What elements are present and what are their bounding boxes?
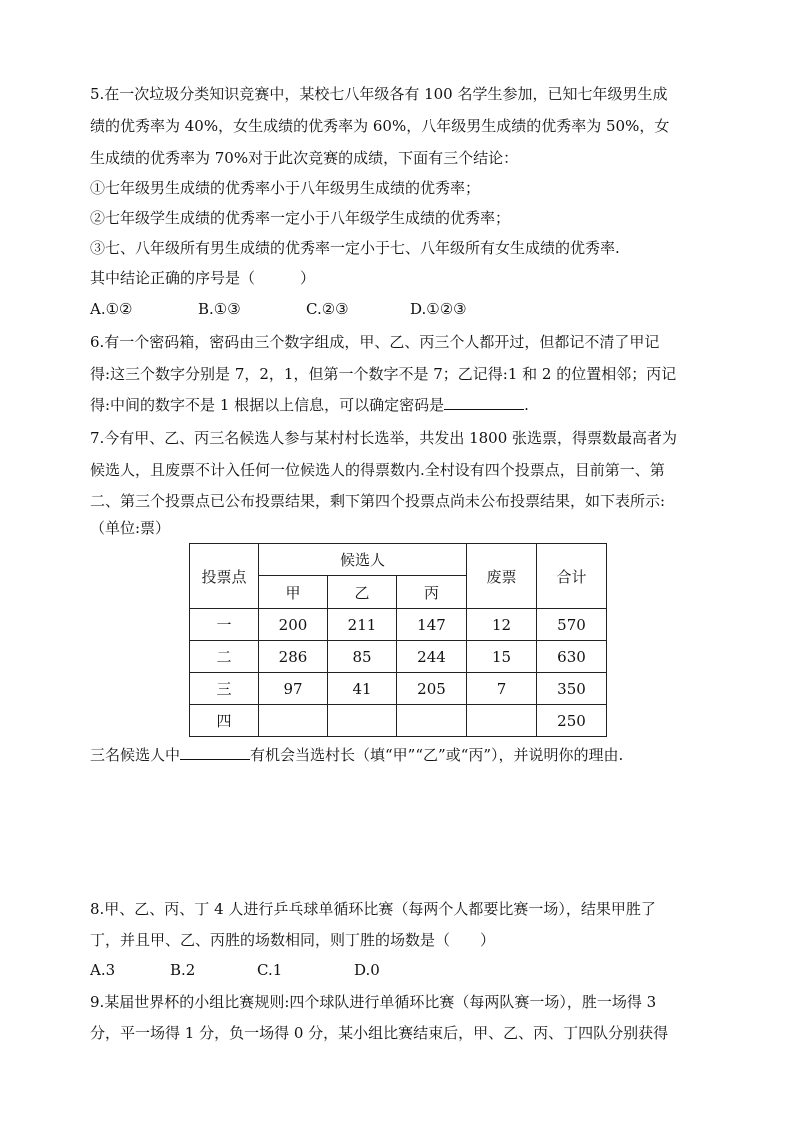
q7-unit-note: （单位:票） (90, 519, 171, 537)
q5-line-1: 5.在一次垃圾分类知识竞赛中，某校七八年级各有 100 名学生参加，已知七年级男生成 (90, 85, 668, 103)
cell-b (328, 705, 397, 737)
cell-b: 41 (328, 673, 397, 705)
q8-line-1: 8.甲、乙、丙、丁 4 人进行乒乓球单循环比赛（每两个人都要比赛一场），结果甲胜了 (90, 900, 656, 918)
cell-station: 二 (190, 641, 259, 673)
q9-line-1: 9.某届世界杯的小组比赛规则:四个球队进行单循环比赛（每两队赛一场），胜一场得 3 (90, 993, 657, 1011)
header-station: 投票点 (190, 544, 259, 609)
cell-c: 244 (397, 641, 467, 673)
q8-options (90, 960, 380, 980)
header-candidate-c: 丙 (397, 576, 467, 609)
q7-answer-blank[interactable] (180, 745, 250, 760)
q7-answer-suffix: 有机会当选村长（填“甲”“乙”或“丙”），并说明你的理由. (250, 746, 624, 764)
table-row (190, 641, 607, 673)
q8-option-c: C.1 (257, 961, 283, 979)
q9-line-2: 分，平一场得 1 分，负一场得 0 分，某小组比赛结束后，甲、乙、丙、丁四队分别获得 (90, 1024, 669, 1042)
cell-b: 211 (328, 609, 397, 641)
cell-total: 630 (537, 641, 607, 673)
q8-option-d: D.0 (354, 961, 380, 979)
cell-invalid: 12 (467, 609, 537, 641)
cell-a: 97 (259, 673, 328, 705)
q5-option-c: C.②③ (306, 300, 349, 318)
table-row (190, 673, 607, 705)
cell-b: 85 (328, 641, 397, 673)
cell-invalid: 7 (467, 673, 537, 705)
q5-question: 其中结论正确的序号是（ ） (90, 269, 316, 287)
q7-answer-line (90, 745, 623, 765)
q6-line-3-text: 得:中间的数字不是 1 根据以上信息，可以确定密码是 (90, 396, 445, 414)
cell-c (397, 705, 467, 737)
q6-line-2: 得:这三个数字分别是 7，2，1，但第一个数字不是 7；乙记得:1 和 2 的位置相邻；丙记 (90, 365, 677, 383)
q7-answer-prefix: 三名候选人中 (90, 746, 181, 764)
cell-invalid: 15 (467, 641, 537, 673)
cell-total: 350 (537, 673, 607, 705)
q6-answer-blank[interactable] (444, 395, 524, 410)
header-candidate-a: 甲 (259, 576, 328, 609)
header-invalid: 废票 (467, 544, 537, 609)
q5-options (90, 299, 467, 319)
cell-a (259, 705, 328, 737)
cell-station: 四 (190, 705, 259, 737)
header-candidate-b: 乙 (328, 576, 397, 609)
q8-line-2: 丁，并且甲、乙、丙胜的场数相同，则丁胜的场数是（ ） (90, 931, 496, 949)
table-row (190, 609, 607, 641)
cell-a: 286 (259, 641, 328, 673)
q5-conclusion-3: ③七、八年级所有男生成绩的优秀率一定小于七、八年级所有女生成绩的优秀率. (90, 239, 620, 257)
q8-option-b: B.2 (170, 961, 196, 979)
cell-a: 200 (259, 609, 328, 641)
header-total: 合计 (537, 544, 607, 609)
q6-line-1: 6.有一个密码箱，密码由三个数字组成，甲、乙、丙三个人都开过，但都记不清了甲记 (90, 333, 660, 351)
q6-line-3 (90, 395, 529, 415)
cell-total: 250 (537, 705, 607, 737)
cell-station: 三 (190, 673, 259, 705)
cell-c: 205 (397, 673, 467, 705)
q5-conclusion-1: ①七年级男生成绩的优秀率小于八年级男生成绩的优秀率； (90, 179, 481, 197)
q7-line-2: 候选人，且废票不计入任何一位候选人的得票数内.全村设有四个投票点，目前第一、第 (90, 461, 665, 479)
cell-total: 570 (537, 609, 607, 641)
cell-station: 一 (190, 609, 259, 641)
table-row (190, 705, 607, 737)
q5-line-2: 绩的优秀率为 40%，女生成绩的优秀率为 60%，八年级男生成绩的优秀率为 50%，女 (90, 117, 670, 135)
q6-line-3-end: . (524, 396, 529, 414)
header-candidates: 候选人 (259, 544, 467, 576)
q5-conclusion-2: ②七年级学生成绩的优秀率一定小于八年级学生成绩的优秀率； (90, 209, 511, 227)
q5-line-3: 生成绩的优秀率为 70%对于此次竞赛的成绩，下面有三个结论： (90, 149, 519, 167)
vote-results-table (189, 543, 607, 737)
q8-option-a: A.3 (90, 961, 116, 979)
q7-line-1: 7.今有甲、乙、丙三名候选人参与某村村长选举，共发出 1800 张选票，得票数最高者为 (90, 429, 678, 447)
q5-option-b: B.①③ (198, 300, 241, 318)
cell-c: 147 (397, 609, 467, 641)
q7-line-3: 二、第三个投票点已公布投票结果，剩下第四个投票点尚未公布投票结果，如下表所示: (90, 492, 666, 510)
q5-option-d: D.①②③ (410, 300, 467, 318)
cell-invalid (467, 705, 537, 737)
q5-option-a: A.①② (90, 300, 133, 318)
